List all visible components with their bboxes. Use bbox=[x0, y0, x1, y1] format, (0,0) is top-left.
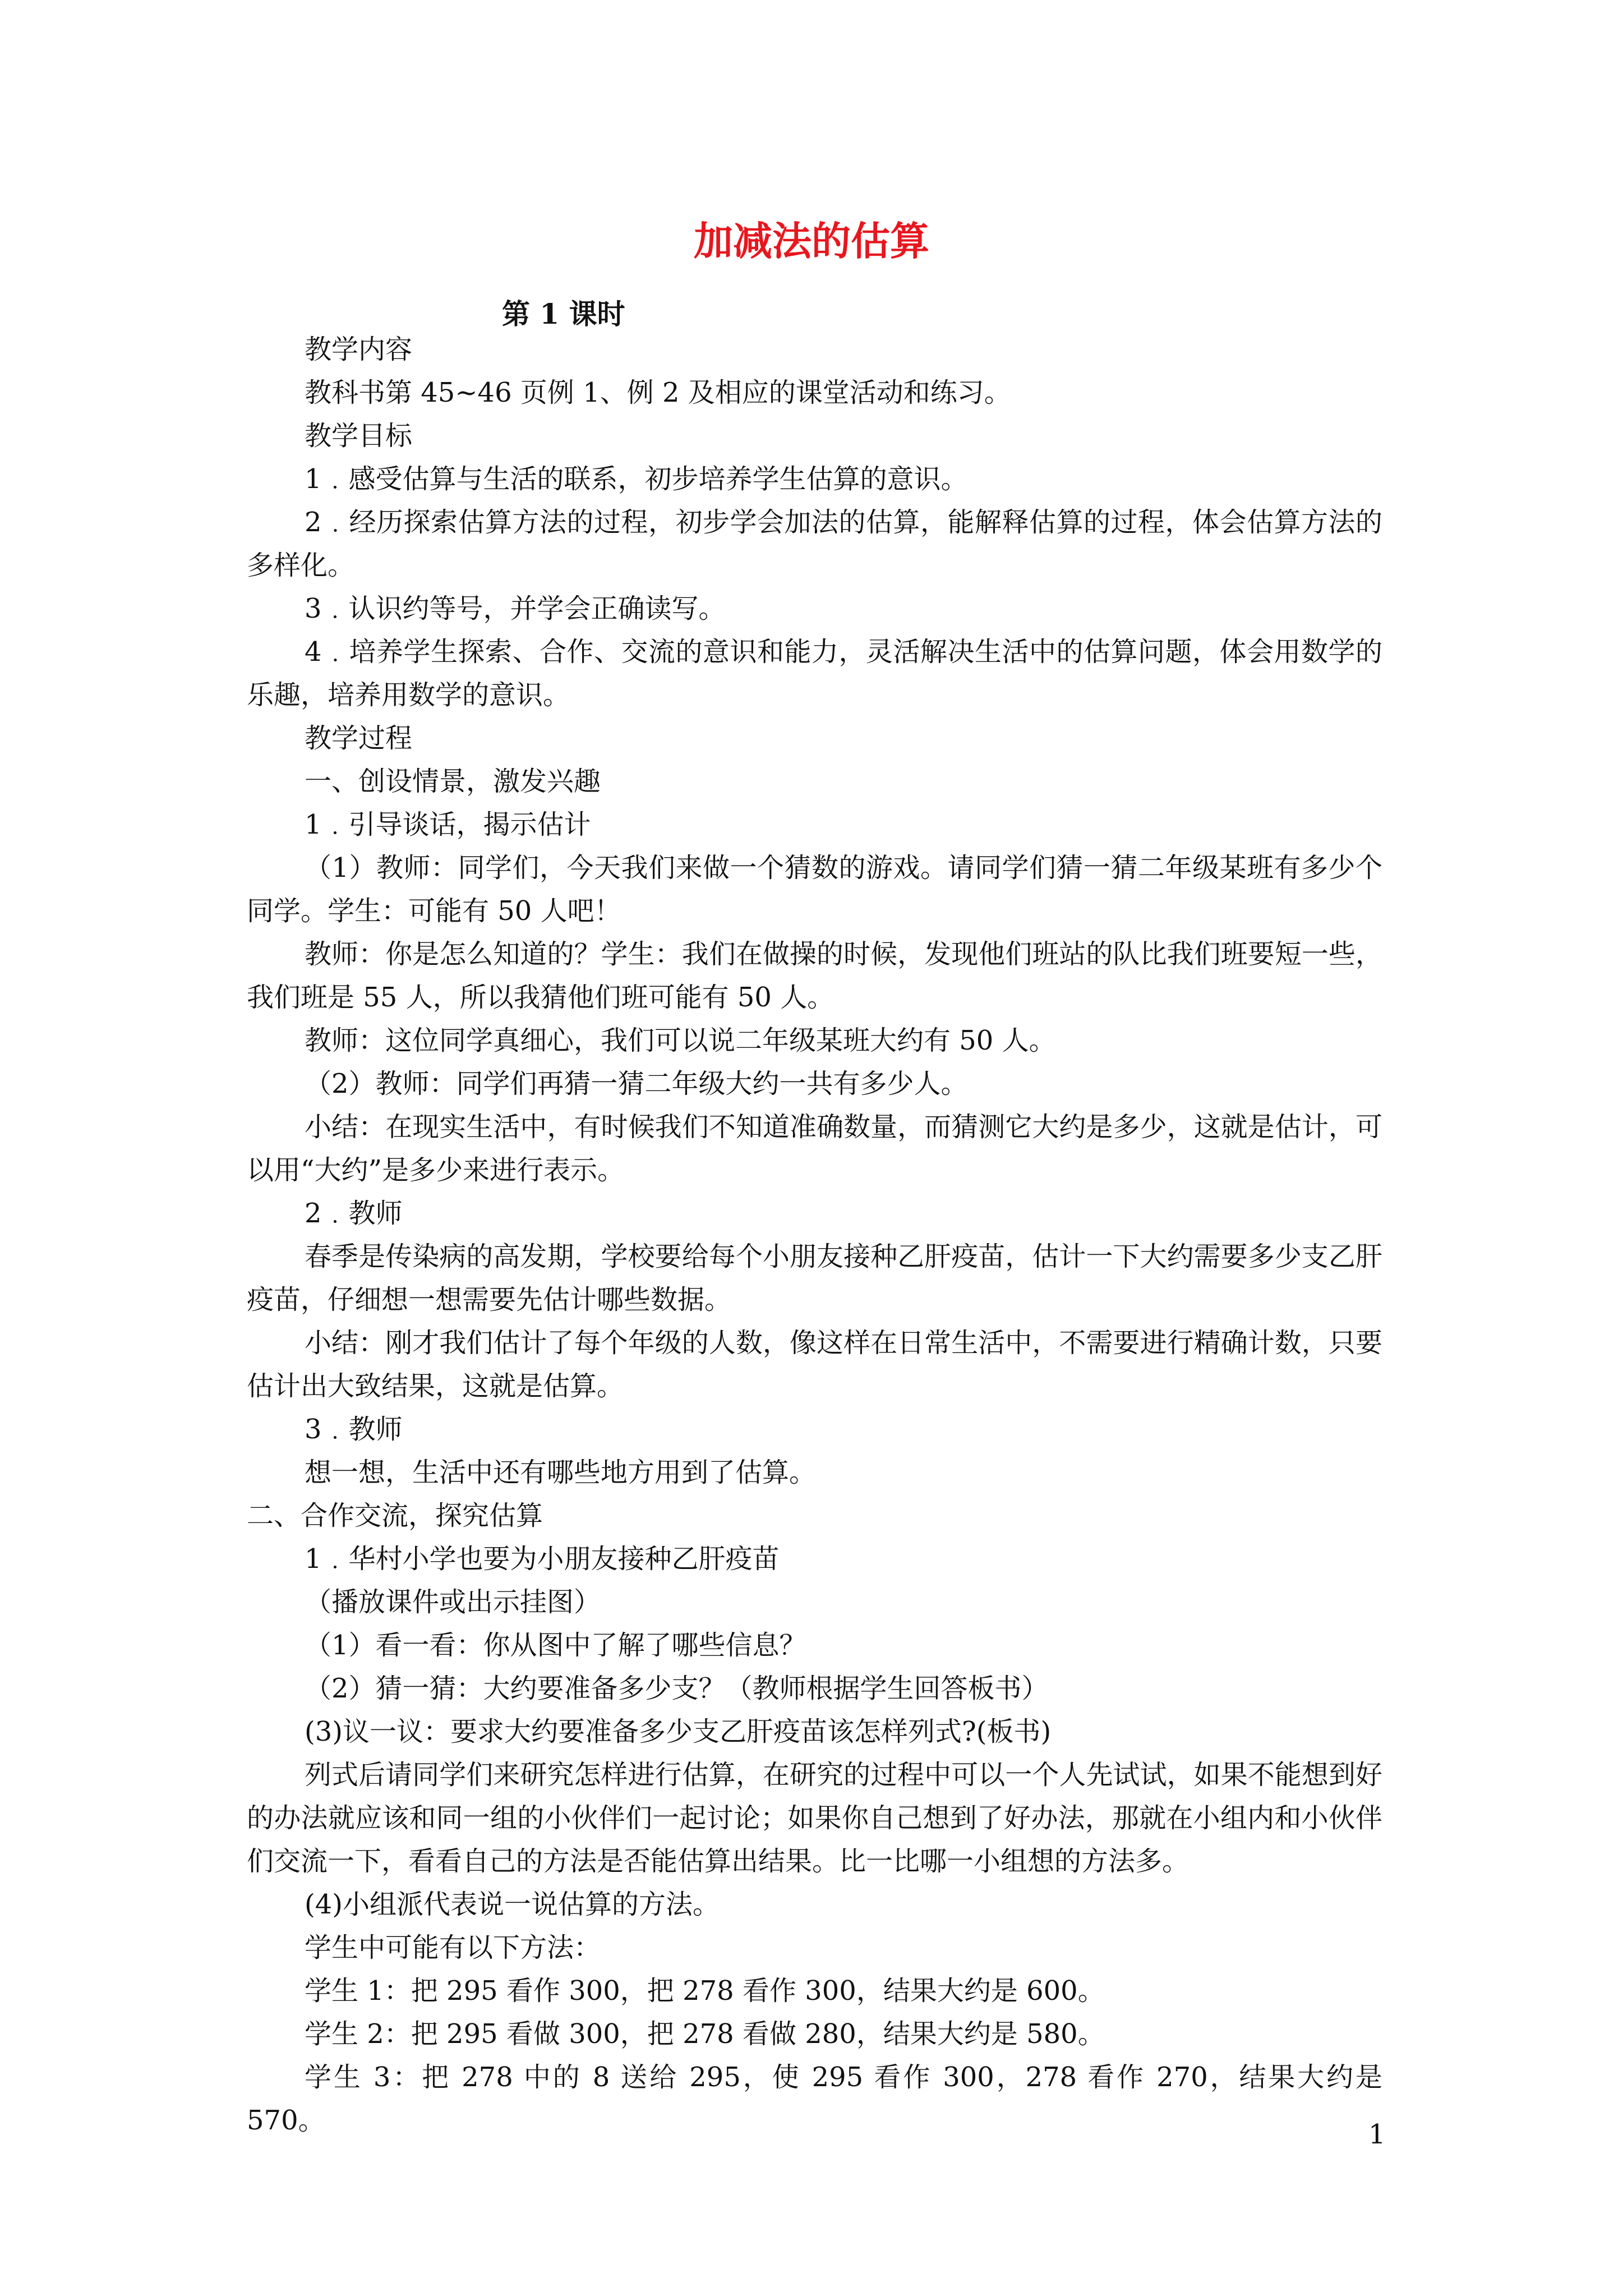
paragraph: （1）教师：同学们，今天我们来做一个猜数的游戏。请同学们猜一猜二年级某班有多少个同学。学生：可能有 50 人吧！ bbox=[247, 852, 1382, 927]
document-title: 加减法的估算 bbox=[694, 218, 929, 264]
paragraph: 小结：在现实生活中，有时候我们不知道准确数量，而猜测它大约是多少，这就是估计，可以用“大约”是多少来进行表示。 bbox=[247, 1111, 1382, 1186]
lesson-subtitle: 第 1 课时 bbox=[502, 297, 625, 330]
paragraph: （2）教师：同学们再猜一猜二年级大约一共有多少人。 bbox=[305, 1068, 968, 1099]
paragraph: 2﹒教师 bbox=[305, 1198, 403, 1229]
paragraph: 学生 3：把 278 中的 8 送给 295，使 295 看作 300，278 看作 270，结果大约是 570。 bbox=[247, 2062, 1382, 2136]
paragraph: 1﹒华村小学也要为小朋友接种乙肝疫苗 bbox=[305, 1543, 780, 1575]
paragraph: 3﹒认识约等号，并学会正确读写。 bbox=[305, 593, 726, 624]
paragraph: 教学内容 bbox=[305, 334, 413, 365]
paragraph: 教学目标 bbox=[305, 420, 413, 452]
paragraph: 小结：刚才我们估计了每个年级的人数，像这样在日常生活中，不需要进行精确计数，只要估计出大致结果，这就是估算。 bbox=[247, 1327, 1382, 1402]
paragraph: （播放课件或出示挂图） bbox=[305, 1586, 601, 1618]
paragraph: 3﹒教师 bbox=[305, 1414, 403, 1445]
paragraph: 列式后请同学们来研究怎样进行估算，在研究的过程中可以一个人先试试，如果不能想到好的办法就应该和同一组的小伙伴们一起讨论；如果你自己想到了好办法，那就在小组内和小伙伴们交流一下，看看自己的方法是否能估算出结果。比一比哪一小组想的方法多。 bbox=[247, 1759, 1382, 1877]
paragraph: 教师：你是怎么知道的？学生：我们在做操的时候，发现他们班站的队比我们班要短一些，我们班是 55 人，所以我猜他们班可能有 50 人。 bbox=[247, 938, 1382, 1013]
paragraph: 教师：这位同学真细心，我们可以说二年级某班大约有 50 人。 bbox=[305, 1025, 1056, 1056]
paragraph: 学生 1：把 295 看作 300，把 278 看作 300，结果大约是 600。 bbox=[305, 1975, 1105, 2007]
paragraph: （2）猜一猜：大约要准备多少支？（教师根据学生回答板书） bbox=[305, 1673, 1049, 1704]
paragraph: 教科书第 45~46 页例 1、例 2 及相应的课堂活动和练习。 bbox=[305, 377, 1011, 408]
paragraph: (3)议一议：要求大约要准备多少支乙肝疫苗该怎样列式?(板书) bbox=[305, 1716, 1052, 1747]
paragraph: 春季是传染病的高发期，学校要给每个小朋友接种乙肝疫苗，估计一下大约需要多少支乙肝疫苗，仔细想一想需要先估计哪些数据。 bbox=[247, 1241, 1382, 1315]
paragraph: 一、创设情景，激发兴趣 bbox=[305, 766, 601, 797]
paragraph: 4﹒培养学生探索、合作、交流的意识和能力，灵活解决生活中的估算问题，体会用数学的乐趣，培养用数学的意识。 bbox=[247, 636, 1382, 711]
document-body bbox=[247, 328, 1382, 2142]
paragraph: 二、合作交流，探究估算 bbox=[247, 1500, 543, 1531]
paragraph: 2﹒经历探索估算方法的过程，初步学会加法的估算，能解释估算的过程，体会估算方法的多样化。 bbox=[247, 507, 1382, 581]
paragraph: 1﹒感受估算与生活的联系，初步培养学生估算的意识。 bbox=[305, 463, 968, 495]
paragraph: （1）看一看：你从图中了解了哪些信息？ bbox=[305, 1630, 806, 1661]
paragraph: 学生中可能有以下方法： bbox=[305, 1932, 601, 1963]
page-number: 1 bbox=[1368, 2119, 1386, 2150]
paragraph: 学生 2：把 295 看做 300，把 278 看做 280，结果大约是 580。 bbox=[305, 2018, 1105, 2050]
paragraph: (4)小组派代表说一说估算的方法。 bbox=[305, 1889, 720, 1920]
paragraph: 1﹒引导谈话，揭示估计 bbox=[305, 809, 591, 840]
paragraph: 教学过程 bbox=[305, 723, 413, 754]
paragraph: 想一想，生活中还有哪些地方用到了估算。 bbox=[305, 1457, 817, 1488]
